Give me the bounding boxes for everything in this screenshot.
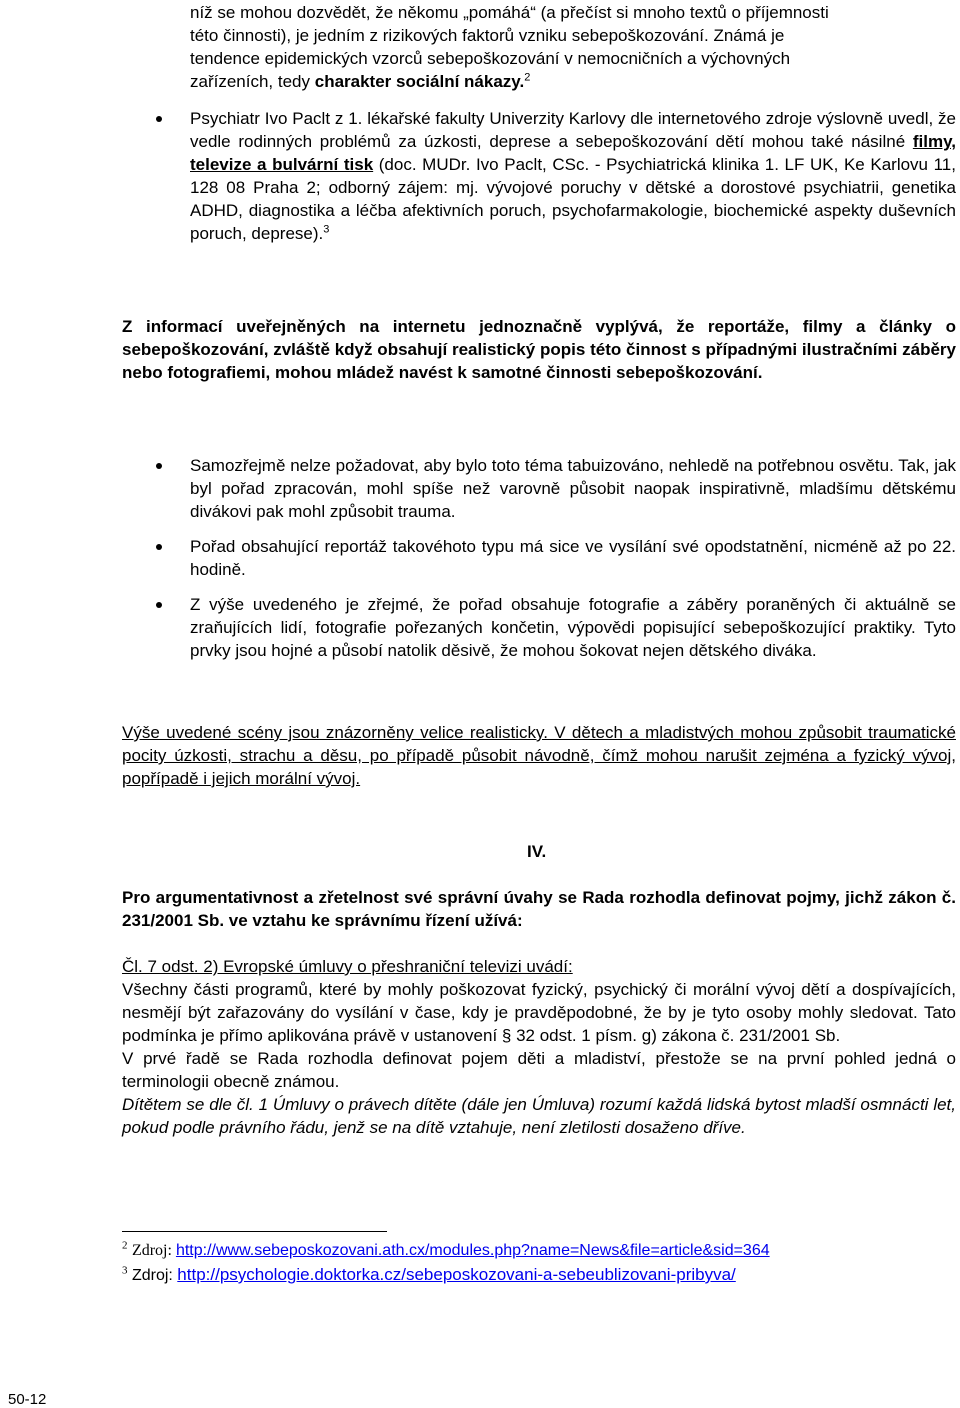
footnote-number: 2: [122, 1239, 128, 1252]
bullet-icon: [156, 116, 162, 122]
footnote-ref-2[interactable]: 2: [524, 71, 531, 84]
psychiatrist-text-2: (doc. MUDr. Ivo Paclt, CSc. - Psychiatrická klinika 1. LF UK, Ke Karlovu 11, 128 08 Praha 2; odborný zájem: mj. vývojové poruchy v dětské a dorostové psychiatrii, genetika ADHD, diagnostika a léčba afektivních poruch, psychofarmakologie, biochemické aspekty duševních poruch, deprese).: [190, 155, 956, 243]
intro-line-4-start: zařízeních, tedy: [190, 72, 315, 91]
intro-line-4: [190, 70, 956, 93]
list-item: [190, 593, 956, 662]
bullet-icon: [156, 602, 162, 608]
underlined-paragraph: Výše uvedené scény jsou znázorněny velice realisticky. V dětech a mladistvých mohou způsobit traumatické pocity úzkosti, strachu a děsu, po případě působit návodně, čímž mohou narušit zejména a fyzický vývoj, popřípadě i jejich morální vývoj.: [122, 723, 956, 788]
bullet-text: Z výše uvedeného je zřejmé, že pořad obsahuje fotografie a záběry poraněných či aktuálně se zraňujících lidí, fotografie pořezaných končetin, výpovědi popisující sebepoškozující praktiky. Tyto prvky jsou hojné a působí natolik děsivě, že mohou šokovat nejen dětského diváka.: [190, 595, 956, 660]
bullet-text: Pořad obsahující reportáž takovéhoto typu má sice ve vysílání své opodstatnění, nicméně až po 22. hodině.: [190, 537, 956, 579]
intro-line-2: této činnosti), je jedním z rizikových faktorů vzniku sebepoškozování. Známá je: [190, 26, 785, 45]
bullet-icon: [156, 544, 162, 550]
list-item: [190, 535, 956, 581]
footnote-label: Zdroj:: [131, 1242, 176, 1259]
section-intro: Pro argumentativnost a zřetelnost své správní úvahy se Rada rozhodla definovat pojmy, jichž zákon č. 231/2001 Sb. ve vztahu ke správnímu řízení užívá:: [122, 888, 956, 930]
psychiatrist-bullet-list: [190, 107, 956, 245]
media-phrase: filmy, televize a bulvární tisk: [190, 132, 956, 174]
bold-conclusion: Z informací uveřejněných na internetu jednoznačně vyplývá, že reportáže, filmy a články o sebepoškozování, zvláště když obsahují realistický popis této činnost s případnými ilustračními záběry nebo fotografiemi, mohou mládež navést k samotné činnosti sebepoškozování.: [122, 317, 956, 382]
footnote-3: [122, 1264, 736, 1287]
footnote-2: [122, 1240, 770, 1262]
footnote-link[interactable]: http://psychologie.doktorka.cz/sebeposkozovani-a-sebeublizovani-pribyva/: [177, 1265, 736, 1284]
bullet-icon: [156, 463, 162, 469]
list-item: [190, 107, 956, 245]
footnote-number: 3: [122, 1264, 128, 1277]
intro-paragraph: [190, 1, 956, 93]
footnote-label: Zdroj:: [131, 1267, 178, 1284]
footnote-divider: [122, 1231, 387, 1232]
page-number: 50-12: [8, 1391, 47, 1408]
social-contagion-phrase: charakter sociální nákazy.: [314, 72, 525, 91]
article-heading: Čl. 7 odst. 2) Evropské úmluvy o přeshraniční televizi uvádí:: [122, 957, 573, 976]
section-heading: IV.: [527, 842, 547, 861]
article-text-2: V prvé řadě se Rada rozhodla definovat pojem děti a mladiství, přestože se na první pohled jedná o terminologii obecně známou.: [122, 1049, 956, 1091]
footnote-ref-3[interactable]: 3: [323, 223, 330, 236]
article-text-1: Všechny části programů, které by mohly poškozovat fyzický, psychický či morální vývoj dětí a dospívajících, nesmějí být zařazovány do vysílání v čase, kdy je pravděpodobné, že by je tyto osoby mohly sledovat. Tato podmínka je přímo aplikována právě v ustanovení § 32 odst. 1 písm. g) zákona č. 231/2001 Sb.: [122, 980, 956, 1045]
child-definition: Dítětem se dle čl. 1 Úmluvy o právech dítěte (dále jen Úmluva) rozumí každá lidská bytost mladší osmnácti let, pokud podle právního řádu, jenž se na dítě vztahuje, není zletilosti dosaženo dříve.: [122, 1095, 956, 1137]
list-item: [190, 454, 956, 523]
intro-line-3: tendence epidemických vzorců sebepoškozování v nemocničních a výchovných: [190, 49, 791, 68]
bullet-text: Samozřejmě nelze požadovat, aby bylo toto téma tabuizováno, nehledě na potřebnou osvětu. Tak, jak byl pořad zpracován, mohl spíše než varovně působit naopak inspirativně, mladšímu dětskému divákovi pak mohl způsobit trauma.: [190, 456, 956, 521]
footnote-link[interactable]: http://www.sebeposkozovani.ath.cx/modules.php?name=News&file=article&sid=364: [175, 1242, 770, 1259]
findings-bullet-list: [190, 454, 956, 662]
intro-line-1: níž se mohou dozvědět, že někomu „pomáhá“ (a přečíst si mnoho textů o příjemnosti: [190, 3, 829, 22]
article-block: [122, 955, 956, 1139]
psychiatrist-text-1: Psychiatr Ivo Paclt z 1. lékařské fakulty Univerzity Karlovy dle internetového zdroje výslovně uvedl, že vedle rodinných problémů za úzkosti, deprese a sebepoškozování dětí mohou také násilné: [190, 109, 956, 151]
